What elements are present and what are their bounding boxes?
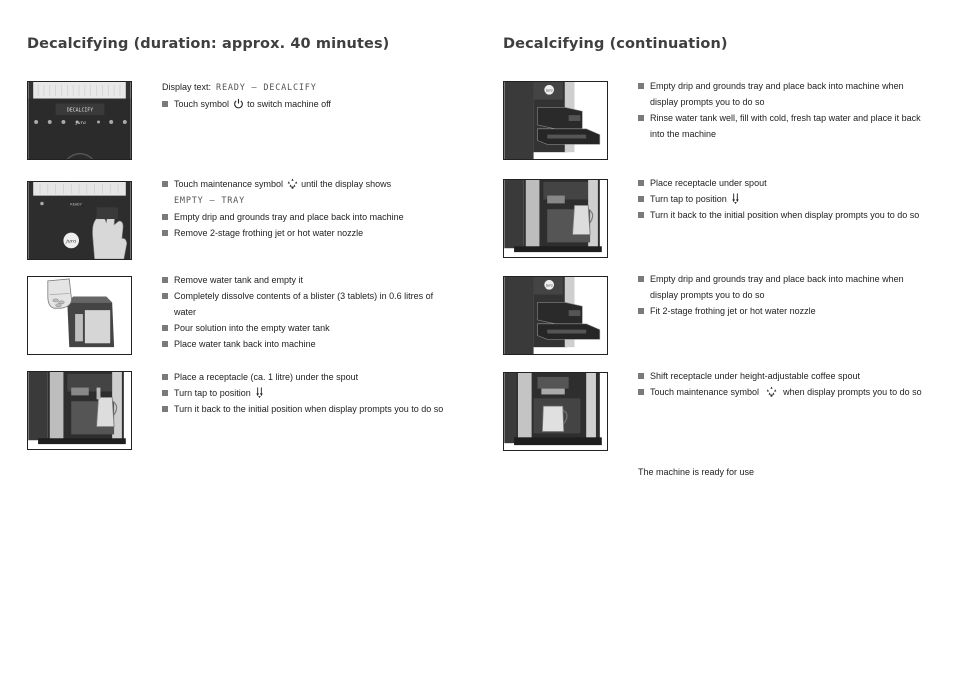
tap-position-icon [730, 193, 741, 204]
step3-text-left [162, 272, 452, 352]
page-title-right: Decalcifying (continuation) [503, 36, 728, 52]
bullet-text: Turn tap to position [174, 388, 251, 398]
panel-display-text: READY [70, 201, 82, 207]
bullet-text: when display prompts you to do so [783, 387, 922, 397]
display-value: READY – DECALCIFY [216, 83, 317, 93]
bullet-text: Turn tap to position [650, 194, 727, 204]
bullet-text: Touch maintenance symbol [174, 179, 284, 189]
maintenance-icon [287, 178, 298, 189]
list-item [162, 385, 452, 401]
step1-text-left [162, 79, 452, 112]
drip-tray-image-1 [503, 81, 608, 160]
page-title-left: Decalcifying (duration: approx. 40 minutes) [27, 36, 390, 52]
list-item: Pour solution into the empty water tank [162, 320, 452, 336]
bullet-text: Touch maintenance symbol [650, 387, 760, 397]
drip-tray-image-2 [503, 276, 608, 355]
list-item: Empty drip and grounds tray and place back into machine when display prompts you to do so [638, 78, 930, 110]
brand-logo: jura [545, 88, 553, 93]
coffee-spout-image [503, 372, 608, 451]
step4-text-left [162, 369, 452, 417]
list-item: Place water tank back into machine [162, 336, 452, 352]
list-item: Completely dissolve contents of a blister (3 tablets) in 0.6 litres of water [162, 288, 452, 320]
step2-text-left [162, 176, 452, 241]
display-value: EMPTY – TRAY [174, 196, 246, 206]
list-item: Turn it back to the initial position when display prompts you to do so [638, 207, 930, 223]
list-item: Remove water tank and empty it [162, 272, 452, 288]
list-item: Empty drip and grounds tray and place back into machine [162, 209, 452, 225]
step2-text-right [638, 175, 930, 223]
list-item: Place a receptacle (ca. 1 litre) under the spout [162, 369, 452, 385]
ready-note: The machine is ready for use [638, 467, 755, 477]
step1-text-right [638, 78, 930, 142]
list-item: Remove 2-stage frothing jet or hot water nozzle [162, 225, 452, 241]
panel-display-text: DECALCIFY [66, 107, 94, 114]
machine-jug-image-right [503, 179, 608, 258]
machine-jug-image-left [27, 371, 132, 450]
list-item [162, 176, 452, 192]
list-item: Place receptacle under spout [638, 175, 930, 191]
bullet-text: Touch symbol [174, 99, 230, 109]
display-text-line [162, 79, 452, 96]
list-item [638, 191, 930, 207]
maintenance-icon [766, 386, 777, 397]
list-item: Fit 2-stage frothing jet or hot water nozzle [638, 303, 930, 319]
step4-text-right [638, 368, 930, 400]
power-icon [233, 98, 244, 109]
list-item [638, 384, 930, 400]
display-line [162, 192, 452, 209]
list-item: Turn it back to the initial position when display prompts you to do so [162, 401, 452, 417]
bullet-text: to switch machine off [247, 99, 331, 109]
step3-text-right [638, 271, 930, 319]
brand-logo: jura [545, 283, 553, 288]
brand-logo: jura [66, 238, 77, 245]
brand-logo: jura [76, 119, 86, 126]
list-item: Empty drip and grounds tray and place back into machine when display prompts you to do so [638, 271, 930, 303]
touch-panel-image [27, 181, 132, 260]
tap-position-icon [254, 387, 265, 398]
water-tank-image [27, 276, 132, 355]
list-item: Shift receptacle under height-adjustable coffee spout [638, 368, 930, 384]
bullet-text: until the display shows [301, 179, 392, 189]
control-panel-image [27, 81, 132, 160]
list-item [162, 96, 452, 112]
display-label: Display text: [162, 82, 212, 92]
list-item: Rinse water tank well, fill with cold, fresh tap water and place it back into the machine [638, 110, 930, 142]
